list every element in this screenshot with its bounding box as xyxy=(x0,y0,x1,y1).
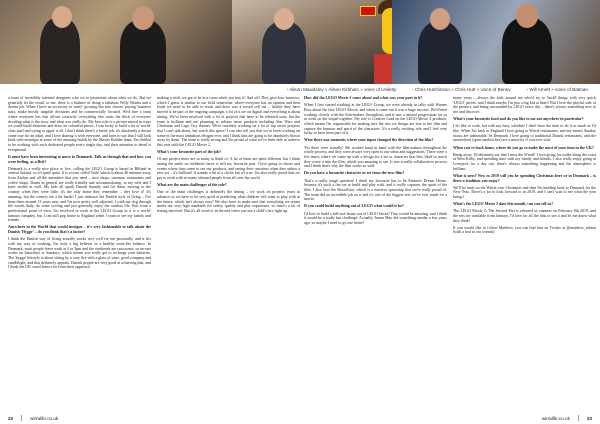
body-paragraph: making a wish, we got to be in a room while you buy it! And off! They give how business, which I guess is similar to our field somewhat, where everyone has an opinion and then loads we need to be able to reach and there was a record sell out – luckily they have moved to be part of the ongoing campaign, a lot of it are on digital and everything is about timing. We've been involved with a lot of projects that have to be released soon, but the team is brilliant and are planning to release more products including Star Wars and Christmas and Lego City themes. We're currently working on a lot of top secret projects that I can't talk about, but watch this space! I can also tell you that we've been working on some of the most ambitious designs ever, and I think fans are going to be absolutely blown away by them. The team is really strong and I'm proud of what we've been able to achieve this year with the LEGO Movie 2. xyxy=(157,95,300,148)
interview-question: What are the main challenges of the role? xyxy=(157,182,227,188)
article-column xyxy=(157,96,300,273)
right-footer xyxy=(542,414,592,422)
lego-logo xyxy=(360,6,376,16)
body-paragraph: We'll be back on the Wirral over Christmas and then I'm heading back to Denmark for the New Year. There's a lot to look forward to in 2019, and I can't wait to see what the year brings! xyxy=(453,184,596,199)
site-url: wirralife.co.uk xyxy=(30,415,59,421)
interview-question: How did the LEGO Movie 2 come about and what was your part in it? xyxy=(304,95,423,100)
right-page xyxy=(304,96,596,412)
photo-alison-kirkham xyxy=(0,0,232,84)
interview-question: What's your favourite food and do you like to eat out anywhere in particular? xyxy=(453,116,584,122)
site-url: wirralife.co.uk xyxy=(541,415,570,421)
article-column xyxy=(304,96,447,237)
footer-divider xyxy=(578,415,579,421)
body-paragraph: When I first started working at the LEGO Group, we were already in talks with Warner Bros about the first LEGO Movie, and when it came out it was a huge success. We'd been working closely with the film-makers throughout, and it was a natural progression for us to work on the sequel together. My role is Creative Lead on the LEGO Movie 2 products, which means I'm responsible for making sure the sets we design are true to the film and capture the humour and spirit of the characters. It's a really exciting role and I feel very lucky to have been part of it. xyxy=(304,102,447,136)
photo-caption: •Alison Mawdsley » Alison Kirkham » voice of Unikitty xyxy=(286,86,397,92)
interview-question: Do you have a favourite character or set from the new film? xyxy=(304,170,405,176)
body-paragraph: a team of incredibly talented designers who we re passionate about what we do. But we generally let the result, to me, there is a balance of doing a fabulous Willy Wonka and a dream job. When I have an accessory to 'unify' growing but also choose 'paying' business stars, make mostly tangible decisions and be commercially focused. We'd hire a team where everyone has that all-out creativity 'everything else starts the thick of everyone deciding what is the story and what you really do. My best role is a picture mixed in ways we could build elements and draw on colourful pieces. I was lucky to build a lot of world-class stuff and trying to apply it all. I don't think there's a better job, it's absolutely a dream come true for an adult, and I love sharing it with everyone, and have to say that I still look back with nostalgia at some of the amazing builds by the Master Builder team. I'm thrilled to be working with such dedicated people every single day, and their attention to detail is exceptional. xyxy=(8,95,151,152)
body-paragraph: That's a really tough question! I think my favourite has to be Emmet's Dream House, because it's such a fun set to build and play with, and it really captures the spirit of the film. I also love the Rexcelsior, which is a massive spaceship that we're really proud of. The team did an incredible job on it and it's one of the biggest sets we've ever made for a movie. xyxy=(304,177,447,202)
body-paragraph: Of any project there are so many to think of. A lot of them are quite different, but I think seeing the smile on children's faces is still my favourite part. I love going to shows and events where fans come to see our products, and seeing their reactions when they unbox a new set – it's brilliant! It sounds a bit of a cliche but it's true. I'm also really proud that we get to work with so many talented people from all over the world. xyxy=(157,156,300,181)
body-paragraph: Yes there were actually! We worked hand in hand with the film-makers throughout the whole process, and they were always very open to our ideas and suggestions. There were a few times where we came up with a design for a set or character that they liked so much they wrote it into the film, which was amazing to see. It was a really collaborative process and I think that's why the film works so well. xyxy=(304,144,447,169)
article-column xyxy=(8,96,151,273)
interview-question: Were there any moments where your input changed the direction of the film? xyxy=(304,137,434,143)
body-paragraph: If you would like to follow Matthew, you can find him on Twitter at @matthew_ashton (with a nod to our friends) xyxy=(453,224,596,235)
body-paragraph: I'd love to build a full-size house out of LEGO bricks! That would be amazing, and I think it would be a really fun challenge. Actually, James May did something similar a few years ago, so maybe I need to go one better! xyxy=(304,210,447,225)
page-number: 23 xyxy=(586,415,592,421)
interview-question: If you could build anything out of LEGO what would it be? xyxy=(304,203,404,209)
body-paragraph: Being away, I'd definitely say that I miss the Wirral! I love going for walks along the coast at West Kirby, and spending time with my family and friends. I also really enjoy going to Liverpool for a day out, there's always something happening and the atmosphere is brilliant. xyxy=(453,151,596,171)
photo-caption: •Chris Hutchinson » Chris Hutt » voice of Benny xyxy=(412,86,511,92)
interview-question: What's your favourite part of the job? xyxy=(157,149,222,155)
interview-question: What's the LEGO Movie 2 date this month, can you tell us? xyxy=(453,201,554,207)
photo-will-arnett xyxy=(392,0,600,84)
caption-bar xyxy=(0,84,600,94)
page-number: 22 xyxy=(8,415,14,421)
body-paragraph: The LEGO Movie 2: The Second Part is released in cinemas on February 8th 2019, and the sets are available from January. I'd love for all the fans to see it and let me know what they think! xyxy=(453,208,596,223)
body-paragraph: I do like to cook, but with my busy schedule I don't have the time to do it as much as I'd like. When I'm back in England I love going to Wirral restaurants, and my mum's Sunday roasts are unbeatable. In Denmark I love going to traditional Danish restaurants, and the smorrebrod (open sandwiches) are a must-try if you ever visit. xyxy=(453,123,596,143)
left-footer xyxy=(8,414,58,422)
interview-question: What is next? New to 2019 will you be spending Christmas here or in Denmark – is there a tradition you enjoy? xyxy=(453,172,596,183)
photo-chris-hutt xyxy=(232,0,392,84)
interview-question: Anywhere in the World that would intrigue – it's very fashionable to talk about the Danish 'Hygge' – do you think that's a factor? xyxy=(8,224,151,235)
photo-strip xyxy=(0,0,600,84)
interview-question: When you're back home, where do you go to make the most of your time in the UK? xyxy=(453,144,594,150)
footer-divider xyxy=(21,415,22,421)
left-page xyxy=(8,96,300,412)
body-paragraph: many years – always the kids around me who'd try to 'build' things with very quick 'LEGO' pieces, and I think maybe I'm just a big kid at heart! But I love the playful side of the product, and being surrounded by LEGO every day – there's always something new to see and discover. xyxy=(453,95,596,115)
interview-question: It must have been interesting to move to Denmark. Talk us through that and how you were feeling, as a Brit? xyxy=(8,153,151,164)
article-column xyxy=(453,96,596,237)
body-paragraph: I think the Danish way of living actually works very well for me personally, and it fits with my way of working, I'm truly a big believer in a healthy work-life balance. In Denmark, most people leave work at 4 or 5pm and the weekends are sacrosanct, so no-one works on Saturdays or Sundays, which means you really get to recharge your batteries. The 'hygge' lifestyle is about sitting by a cosy fire with a glass of wine, good company and candlelight, and that definitely appeals. Danish people are very good at achieving that, and I think the UK could learn a lot from their approach. xyxy=(8,236,151,270)
photo-caption: •Will Arnett » voice of Batman xyxy=(526,86,588,92)
body-paragraph: One of the main challenges is definitely the timing – we work on projects years in advance so we have to be very good at predicting what children will want to play with in the future, which isn't always easy! We also have to make sure that everything we create meets our very high standards for safety, quality and play experience, so there's a lot of testing involved. But it's all worth it in the end when you see a child's face light up. xyxy=(157,189,300,214)
body-paragraph: Denmark is a really nice place to live, calling the LEGO Group is based in Billund in central Jutland, so it's quite quiet. It is a town called 'little' which is about 40 minutes away from Aarhus and all the amenities that you need – nice shops, cinemas, restaurants and coffee shops. Danes in general are really friendly and accommodating, so my wife and I have settled in well. My kids all speak Danish fluently and for them, moving to the country when they were little, it's the only home they remember – they love it! It's amazing, but the winters are a bit harsh! I just embrace the Danish style of living – I've been there around 13 years now, and I'm now pretty well adjusted, I walk my dog through the woods daily, do some cycling and just generally enjoy the outdoor life. But, from a professional point of view, I'm involved in work at the LEGO Group as it is a world-famous company, but I can still pop home to England when I want to see my family and friends. xyxy=(8,165,151,223)
